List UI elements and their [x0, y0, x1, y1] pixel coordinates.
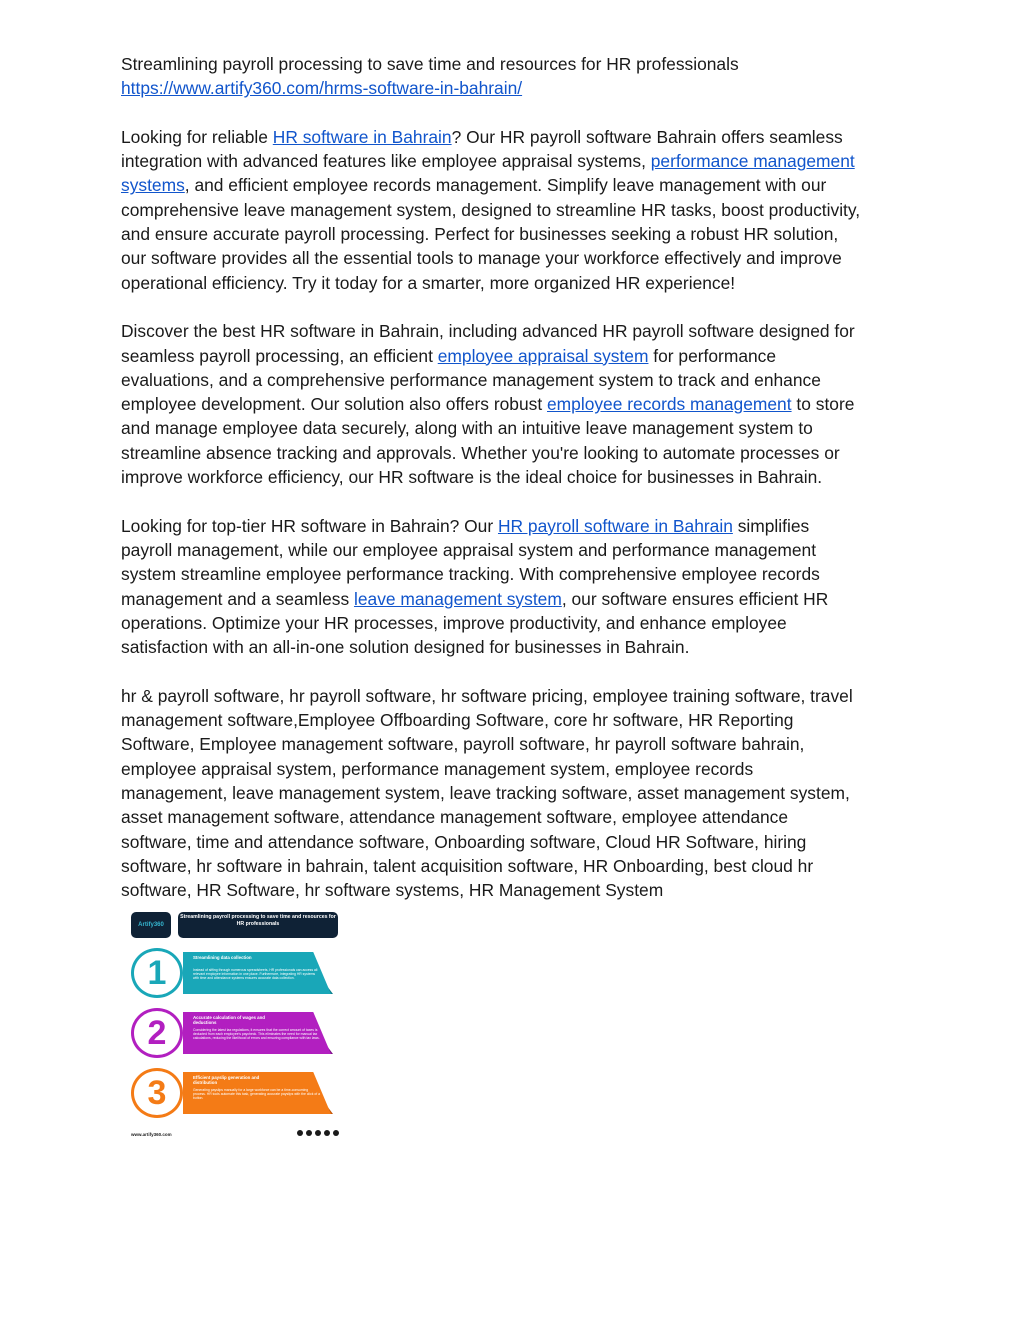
step-body: Generating payslips manually for a large workforce can be a time-consuming process. HR tools automate this task, generating accurate payslips with the click of a button.	[193, 1088, 321, 1101]
text-line: payroll management, while our employee appraisal system and performance management	[121, 539, 817, 560]
text-line: satisfaction with an all-in-one solution designed for businesses in Bahrain.	[121, 637, 690, 658]
text-line: our software provides all the essential tools to manage your workforce effectively and improve	[121, 248, 842, 269]
text-line: system streamline employee performance tracking. With comprehensive employee records	[121, 564, 820, 585]
performance-management-link[interactable]: performance management	[650, 151, 855, 172]
artify-logo	[131, 912, 171, 938]
twitter-icon	[315, 1130, 321, 1136]
paragraph-1	[121, 125, 911, 295]
header-block	[121, 52, 911, 101]
paragraph-2	[121, 319, 911, 489]
keyword-line: software, HR Software, hr software systems, HR Management System	[121, 880, 664, 901]
social-icons	[297, 1130, 339, 1136]
text: to store	[791, 394, 855, 415]
text-line: improve workforce efficiency, our HR software is the ideal choice for businesses in Bahrain.	[121, 467, 823, 488]
logo-text: Artify360	[138, 922, 164, 928]
source-url-link[interactable]: https://www.artify360.com/hrms-software-in-bahrain/	[121, 78, 523, 99]
step-title: Efficient payslip generation and distribution	[193, 1075, 260, 1086]
text: , our software ensures efficient HR	[561, 588, 829, 609]
step-number-circle: 2	[131, 1008, 183, 1058]
infographic-image	[121, 904, 345, 1144]
employee-records-link[interactable]: employee records management	[547, 394, 792, 415]
document-body	[121, 52, 911, 927]
step-2	[127, 1006, 337, 1060]
step-title: Accurate calculation of wages and deductions	[193, 1015, 265, 1026]
text: management and a seamless	[121, 588, 354, 609]
text-line: and ensure accurate payroll processing. Perfect for businesses seeking a robust HR solution,	[121, 224, 839, 245]
keyword-line: management software,Employee Offboarding Software, core hr software, HR Reporting	[121, 710, 794, 731]
step-body: Considering the latest tax regulations, it ensures that the correct amount of taxes is deducted from each employee's paycheck. This eliminates the need for manual tax calculations, reducing the likelihood of errors and ensuring compliance with tax laws.	[193, 1028, 320, 1041]
keyword-line: asset management software, attendance management software, employee attendance	[121, 807, 789, 828]
infographic-title: Streamlining payroll processing to save time and resources for HR professionals	[178, 912, 338, 938]
step-body: Instead of sifting through numerous spreadsheets, HR professionals can access all relevant employee information in one place. Furthermore, integrating HR systems with time and attendance systems ensures accurate data collection.	[193, 968, 318, 981]
instagram-icon	[306, 1130, 312, 1136]
hr-payroll-bahrain-link[interactable]: HR payroll software in Bahrain	[497, 515, 733, 536]
keywords-paragraph	[121, 684, 911, 903]
step-3	[127, 1066, 337, 1120]
text: , and efficient employee records management. Simplify leave management with our	[184, 175, 827, 196]
linkedin-icon	[324, 1130, 330, 1136]
keyword-line: software, time and attendance software, Onboarding software, Cloud HR Software, hiring	[121, 831, 807, 852]
text: Looking for reliable	[121, 126, 273, 147]
paragraph-3	[121, 514, 911, 660]
hr-software-bahrain-link[interactable]: HR software in Bahrain	[272, 126, 452, 147]
text: integration with advanced features like employee appraisal systems,	[121, 151, 651, 172]
text: Looking for top-tier HR software in Bahrain? Our	[121, 515, 498, 536]
step-1	[127, 946, 337, 1000]
text-line: and manage employee data securely, along with an intuitive leave management system to	[121, 418, 813, 439]
keyword-line: Software, Employee management software, payroll software, hr payroll software bahrain,	[121, 734, 805, 755]
infographic-footer-url: www.artify360.com	[131, 1132, 172, 1137]
text: ? Our HR payroll software Bahrain offers seamless	[451, 126, 843, 147]
text: simplifies	[732, 515, 810, 536]
text: employee development. Our solution also offers robust	[121, 394, 547, 415]
step-number-circle: 3	[131, 1068, 183, 1118]
text-line: Discover the best HR software in Bahrain, including advanced HR payroll software designed for	[121, 321, 855, 342]
step-number-circle: 1	[131, 948, 183, 998]
employee-appraisal-link[interactable]: employee appraisal system	[437, 345, 649, 366]
text-line: comprehensive leave management system, designed to streamline HR tasks, boost productivity,	[121, 199, 861, 220]
text: seamless payroll processing, an efficient	[121, 345, 438, 366]
leave-management-link[interactable]: leave management system	[353, 588, 562, 609]
text-line: streamline absence tracking and approvals. Whether you're looking to automate processes or	[121, 442, 840, 463]
text-line: operations. Optimize your HR processes, improve productivity, and enhance employee	[121, 612, 787, 633]
step-title: Streamlining data collection	[193, 955, 252, 960]
youtube-icon	[333, 1130, 339, 1136]
keyword-line: management, leave management system, leave tracking software, asset management system,	[121, 782, 850, 803]
doc-title: Streamlining payroll processing to save time and resources for HR professionals	[121, 54, 739, 74]
text-line: evaluations, and a comprehensive performance management system to track and enhance	[121, 369, 821, 390]
keyword-line: hr & payroll software, hr payroll software, hr software pricing, employee training software, travel	[121, 685, 853, 706]
keyword-line: software, hr software in bahrain, talent acquisition software, HR Onboarding, best cloud hr	[121, 855, 814, 876]
text: for performance	[648, 345, 777, 366]
text-line: operational efficiency. Try it today for a smarter, more organized HR experience!	[121, 272, 736, 293]
performance-management-link-cont[interactable]: systems	[121, 175, 185, 196]
facebook-icon	[297, 1130, 303, 1136]
keyword-line: employee appraisal system, performance management system, employee records	[121, 758, 754, 779]
